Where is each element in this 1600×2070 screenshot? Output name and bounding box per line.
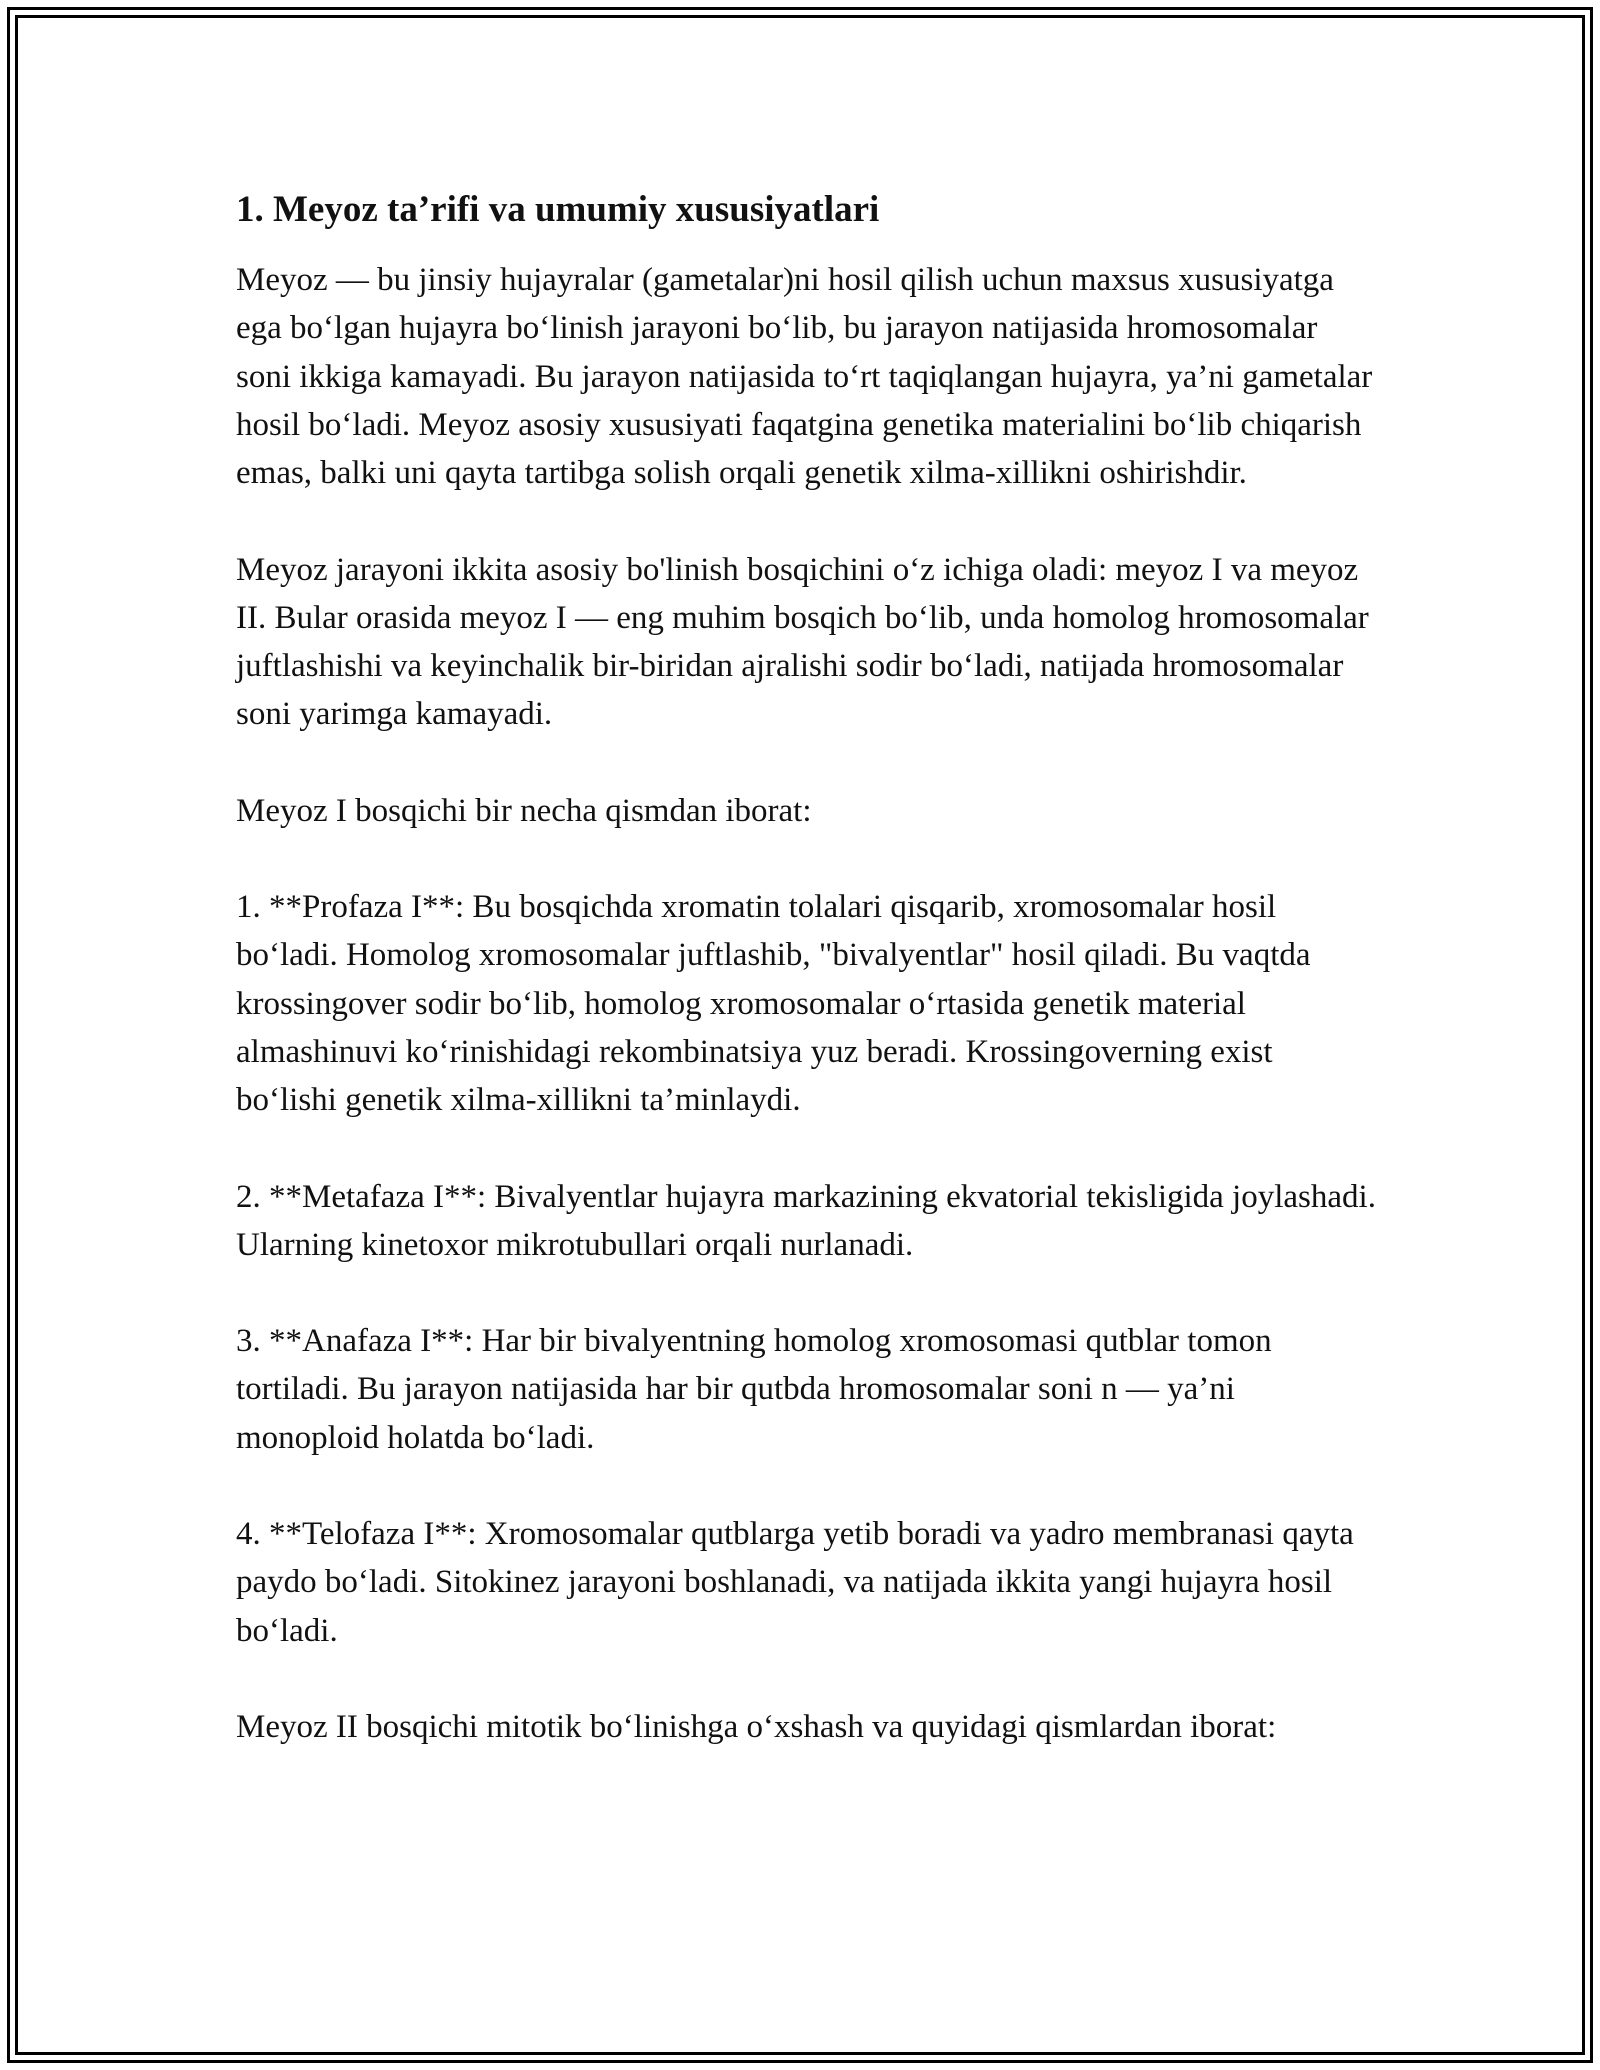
paragraph-meiosis-ii-intro: Meyoz II bosqichi mitotik boʻlinishga oʻxshash va quyidagi qismlardan iborat: — [236, 1708, 1277, 1745]
list-item-metaphase-i: 2. **Metafaza I**: Bivalyentlar hujayra markazining ekvatorial tekisligida joylashadi. Ularning kinetoxor mikrotubullari orqali nurlanadi. — [236, 1178, 1376, 1263]
section-heading: 1. Meyoz ta’rifi va umumiy xususiyatlari — [236, 189, 880, 230]
list-item-prophase-i: 1. **Profaza I**: Bu bosqichda xromatin tolalari qisqarib, xromosomalar hosil boʻladi. Homolog xromosomalar juftlashib, "bivalyentlar" hosil qiladi. Bu vaqtda krossingover sodir boʻlib, homolog xromosomalar oʻrtasida genetik material almashinuvi koʻrinishidagi rekombinatsiya yuz beradi. Krossingoverning exist boʻlishi genetik xilma-xillikni ta’minlaydi. — [236, 889, 1311, 1119]
paragraph-definition: Meyoz — bu jinsiy hujayralar (gametalar)ni hosil qilish uchun maxsus xususiyatga ega boʻlgan hujayra boʻlinish jarayoni boʻlib, bu jarayon natijasida hromosomalar soni ikkiga kamayadi. Bu jarayon natijasida toʻrt taqiqlangan hujayra, ya’ni gametalar hosil boʻladi. Meyoz asosiy xususiyati faqatgina genetika materialini boʻlib chiqarish emas, balki uni qayta tartibga solish orqali genetik xilma-xillikni oshirishdir. — [236, 262, 1373, 492]
list-item-telophase-i: 4. **Telofaza I**: Xromosomalar qutblarga yetib boradi va yadro membranasi qayta paydo boʻladi. Sitokinez jarayoni boshlanadi, va natijada ikkita yangi hujayra hosil boʻladi. — [236, 1516, 1354, 1649]
document-body — [236, 186, 1376, 1751]
paragraph-meiosis-i-intro: Meyoz I bosqichi bir necha qismdan iborat: — [236, 792, 812, 829]
list-item-anaphase-i: 3. **Anafaza I**: Har bir bivalyentning homolog xromosomasi qutblar tomon tortiladi. Bu jarayon natijasida har bir qutbda hromosomalar soni n — ya’ni monoploid holatda boʻladi. — [236, 1323, 1272, 1456]
paragraph-meiosis-stages: Meyoz jarayoni ikkita asosiy bo'linish bosqichini oʻz ichiga oladi: meyoz I va meyoz II. Bular orasida meyoz I — eng muhim bosqich boʻlib, unda homolog hromosomalar juftlashishi va keyinchalik bir-biridan ajralishi sodir boʻladi, natijada hromosomalar soni yarimga kamayadi. — [236, 551, 1369, 733]
